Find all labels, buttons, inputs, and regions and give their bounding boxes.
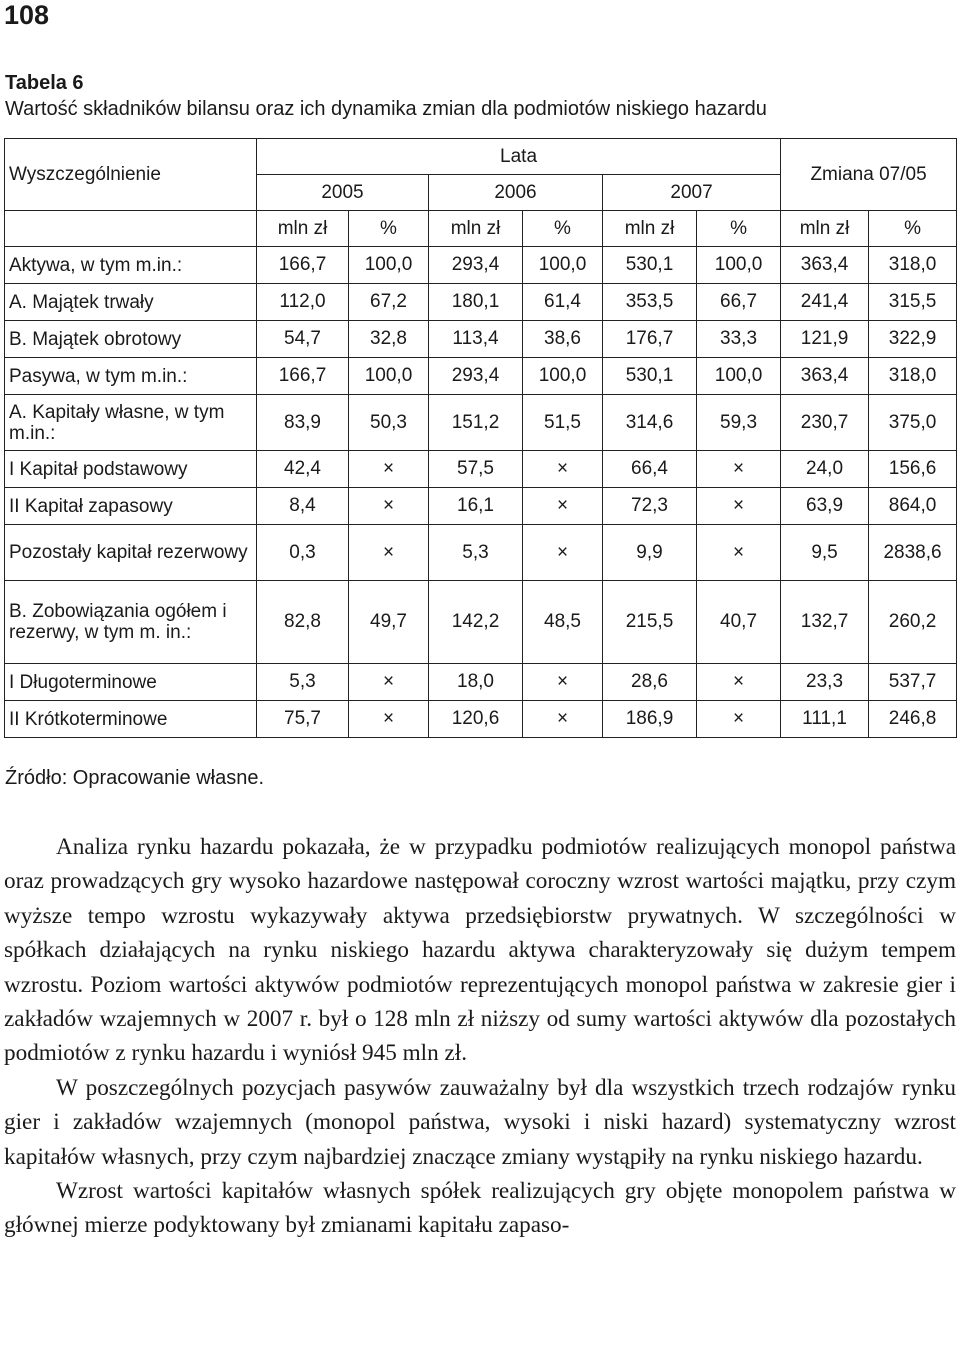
- value-cell: 176,7: [603, 321, 697, 358]
- value-cell: 18,0: [429, 664, 523, 701]
- balance-table: [4, 138, 957, 738]
- value-cell: 100,0: [523, 247, 603, 284]
- value-cell: 113,4: [429, 321, 523, 358]
- value-cell: ×: [523, 451, 603, 488]
- value-cell: 180,1: [429, 284, 523, 321]
- value-cell: ×: [697, 525, 781, 581]
- value-cell: 83,9: [257, 395, 349, 451]
- page-number: 108: [4, 0, 50, 30]
- value-cell: 8,4: [257, 488, 349, 525]
- value-cell: 363,4: [781, 358, 869, 395]
- value-cell: 100,0: [349, 358, 429, 395]
- unit-cell: mln zł: [429, 211, 523, 247]
- unit-cell: %: [523, 211, 603, 247]
- row-label: II Kapitał zapasowy: [5, 488, 257, 525]
- value-cell: 54,7: [257, 321, 349, 358]
- table-row: [5, 701, 957, 738]
- value-cell: 82,8: [257, 581, 349, 664]
- value-cell: ×: [523, 488, 603, 525]
- table-row: [5, 247, 957, 284]
- value-cell: 151,2: [429, 395, 523, 451]
- value-cell: 72,3: [603, 488, 697, 525]
- value-cell: 121,9: [781, 321, 869, 358]
- value-cell: 38,6: [523, 321, 603, 358]
- table-row: [5, 358, 957, 395]
- header-units-empty: [5, 211, 257, 247]
- header-change: Zmiana 07/05: [781, 139, 957, 211]
- table-title: Wartość składników bilansu oraz ich dynamika zmian dla podmiotów niskiego hazardu: [5, 98, 767, 120]
- row-label: B. Majątek obrotowy: [5, 321, 257, 358]
- value-cell: 32,8: [349, 321, 429, 358]
- value-cell: 16,1: [429, 488, 523, 525]
- value-cell: 50,3: [349, 395, 429, 451]
- value-cell: 166,7: [257, 358, 349, 395]
- value-cell: 67,2: [349, 284, 429, 321]
- value-cell: 314,6: [603, 395, 697, 451]
- table-row: [5, 581, 957, 664]
- value-cell: 100,0: [697, 247, 781, 284]
- value-cell: 120,6: [429, 701, 523, 738]
- row-label: B. Zobowiązania ogółem i rezerwy, w tym m. in.:: [5, 581, 257, 664]
- value-cell: 142,2: [429, 581, 523, 664]
- header-first-col: Wyszczególnienie: [5, 139, 257, 211]
- value-cell: 40,7: [697, 581, 781, 664]
- value-cell: 100,0: [523, 358, 603, 395]
- value-cell: 61,4: [523, 284, 603, 321]
- value-cell: 156,6: [869, 451, 957, 488]
- value-cell: 0,3: [257, 525, 349, 581]
- header-year-2007: 2007: [603, 175, 781, 211]
- value-cell: 9,5: [781, 525, 869, 581]
- table-source: Źródło: Opracowanie własne.: [5, 767, 265, 789]
- value-cell: 66,7: [697, 284, 781, 321]
- unit-cell: mln zł: [781, 211, 869, 247]
- header-year-2006: 2006: [429, 175, 603, 211]
- table-row: [5, 451, 957, 488]
- value-cell: 59,3: [697, 395, 781, 451]
- value-cell: 293,4: [429, 247, 523, 284]
- table-row: [5, 321, 957, 358]
- value-cell: 215,5: [603, 581, 697, 664]
- value-cell: 57,5: [429, 451, 523, 488]
- value-cell: ×: [697, 664, 781, 701]
- value-cell: 315,5: [869, 284, 957, 321]
- row-label: A. Kapitały własne, w tym m.in.:: [5, 395, 257, 451]
- value-cell: 322,9: [869, 321, 957, 358]
- value-cell: 241,4: [781, 284, 869, 321]
- value-cell: 42,4: [257, 451, 349, 488]
- unit-cell: %: [349, 211, 429, 247]
- value-cell: 230,7: [781, 395, 869, 451]
- value-cell: 9,9: [603, 525, 697, 581]
- value-cell: 166,7: [257, 247, 349, 284]
- table-row: [5, 488, 957, 525]
- value-cell: 63,9: [781, 488, 869, 525]
- table-label: Tabela 6: [5, 72, 84, 94]
- value-cell: 132,7: [781, 581, 869, 664]
- paragraph: Wzrost wartości kapitałów własnych spółek realizujących gry objęte monopolem państwa w głównej mierze podyktowany był zmianami kapitału zapaso-: [4, 1178, 956, 1239]
- value-cell: 318,0: [869, 358, 957, 395]
- row-label: A. Majątek trwały: [5, 284, 257, 321]
- value-cell: 33,3: [697, 321, 781, 358]
- value-cell: 66,4: [603, 451, 697, 488]
- value-cell: ×: [523, 664, 603, 701]
- value-cell: 23,3: [781, 664, 869, 701]
- value-cell: 5,3: [429, 525, 523, 581]
- value-cell: ×: [697, 451, 781, 488]
- value-cell: 864,0: [869, 488, 957, 525]
- value-cell: 100,0: [349, 247, 429, 284]
- value-cell: ×: [523, 701, 603, 738]
- table-row: [5, 395, 957, 451]
- row-label: Aktywa, w tym m.in.:: [5, 247, 257, 284]
- value-cell: 24,0: [781, 451, 869, 488]
- value-cell: 5,3: [257, 664, 349, 701]
- value-cell: ×: [349, 451, 429, 488]
- unit-cell: mln zł: [257, 211, 349, 247]
- row-label: Pozostały kapitał rezerwowy: [5, 525, 257, 581]
- value-cell: 111,1: [781, 701, 869, 738]
- value-cell: 2838,6: [869, 525, 957, 581]
- value-cell: 353,5: [603, 284, 697, 321]
- value-cell: ×: [349, 664, 429, 701]
- header-years-group: Lata: [257, 139, 781, 175]
- value-cell: 186,9: [603, 701, 697, 738]
- unit-cell: %: [697, 211, 781, 247]
- value-cell: ×: [523, 525, 603, 581]
- value-cell: 48,5: [523, 581, 603, 664]
- table-body: [5, 247, 957, 738]
- value-cell: 49,7: [349, 581, 429, 664]
- paragraph: Analiza rynku hazardu pokazała, że w przypadku podmiotów realizujących monopol państwa oraz prowadzących gry wysoko hazardowe następował coroczny wzrost wartości majątku, przy czym wyższe tempo wzrostu wykazywały aktywa przedsiębiorstw prywatnych. W szczególności w spółkach działających na rynku niskiego hazardu aktywa charakteryzowały się dużym tempem wzrostu. Poziom wartości aktywów podmiotów reprezentujących monopol państwa w zakresie gier i zakładów wzajemnych w 2007 r. był o 128 mln zł niższy od sumy wartości aktywów dla pozostałych podmiotów z rynku hazardu i wyniósł 945 mln zł.: [4, 834, 956, 1067]
- value-cell: ×: [697, 488, 781, 525]
- value-cell: 530,1: [603, 247, 697, 284]
- unit-cell: mln zł: [603, 211, 697, 247]
- row-label: I Kapitał podstawowy: [5, 451, 257, 488]
- value-cell: 75,7: [257, 701, 349, 738]
- table-row: [5, 284, 957, 321]
- value-cell: 363,4: [781, 247, 869, 284]
- value-cell: 51,5: [523, 395, 603, 451]
- table-row: [5, 664, 957, 701]
- body-text: [4, 830, 956, 1243]
- value-cell: 537,7: [869, 664, 957, 701]
- unit-cell: %: [869, 211, 957, 247]
- header-year-2005: 2005: [257, 175, 429, 211]
- value-cell: 530,1: [603, 358, 697, 395]
- value-cell: ×: [349, 488, 429, 525]
- value-cell: 28,6: [603, 664, 697, 701]
- value-cell: 375,0: [869, 395, 957, 451]
- value-cell: ×: [697, 701, 781, 738]
- table-caption: [5, 70, 767, 122]
- row-label: I Długoterminowe: [5, 664, 257, 701]
- row-label: Pasywa, w tym m.in.:: [5, 358, 257, 395]
- paragraph: W poszczególnych pozycjach pasywów zauważalny był dla wszystkich trzech rodzajów rynku gier i zakładów wzajemnych (monopol państwa, wysoki i niski hazard) systematyczny wzrost kapitałów własnych, przy czym najbardziej znaczące zmiany wystąpiły na rynku niskiego hazardu.: [4, 1074, 956, 1170]
- row-label: II Krótkoterminowe: [5, 701, 257, 738]
- value-cell: ×: [349, 525, 429, 581]
- header-units-row: [5, 211, 957, 247]
- value-cell: 246,8: [869, 701, 957, 738]
- value-cell: ×: [349, 701, 429, 738]
- value-cell: 100,0: [697, 358, 781, 395]
- value-cell: 260,2: [869, 581, 957, 664]
- value-cell: 318,0: [869, 247, 957, 284]
- table-row: [5, 525, 957, 581]
- value-cell: 112,0: [257, 284, 349, 321]
- value-cell: 293,4: [429, 358, 523, 395]
